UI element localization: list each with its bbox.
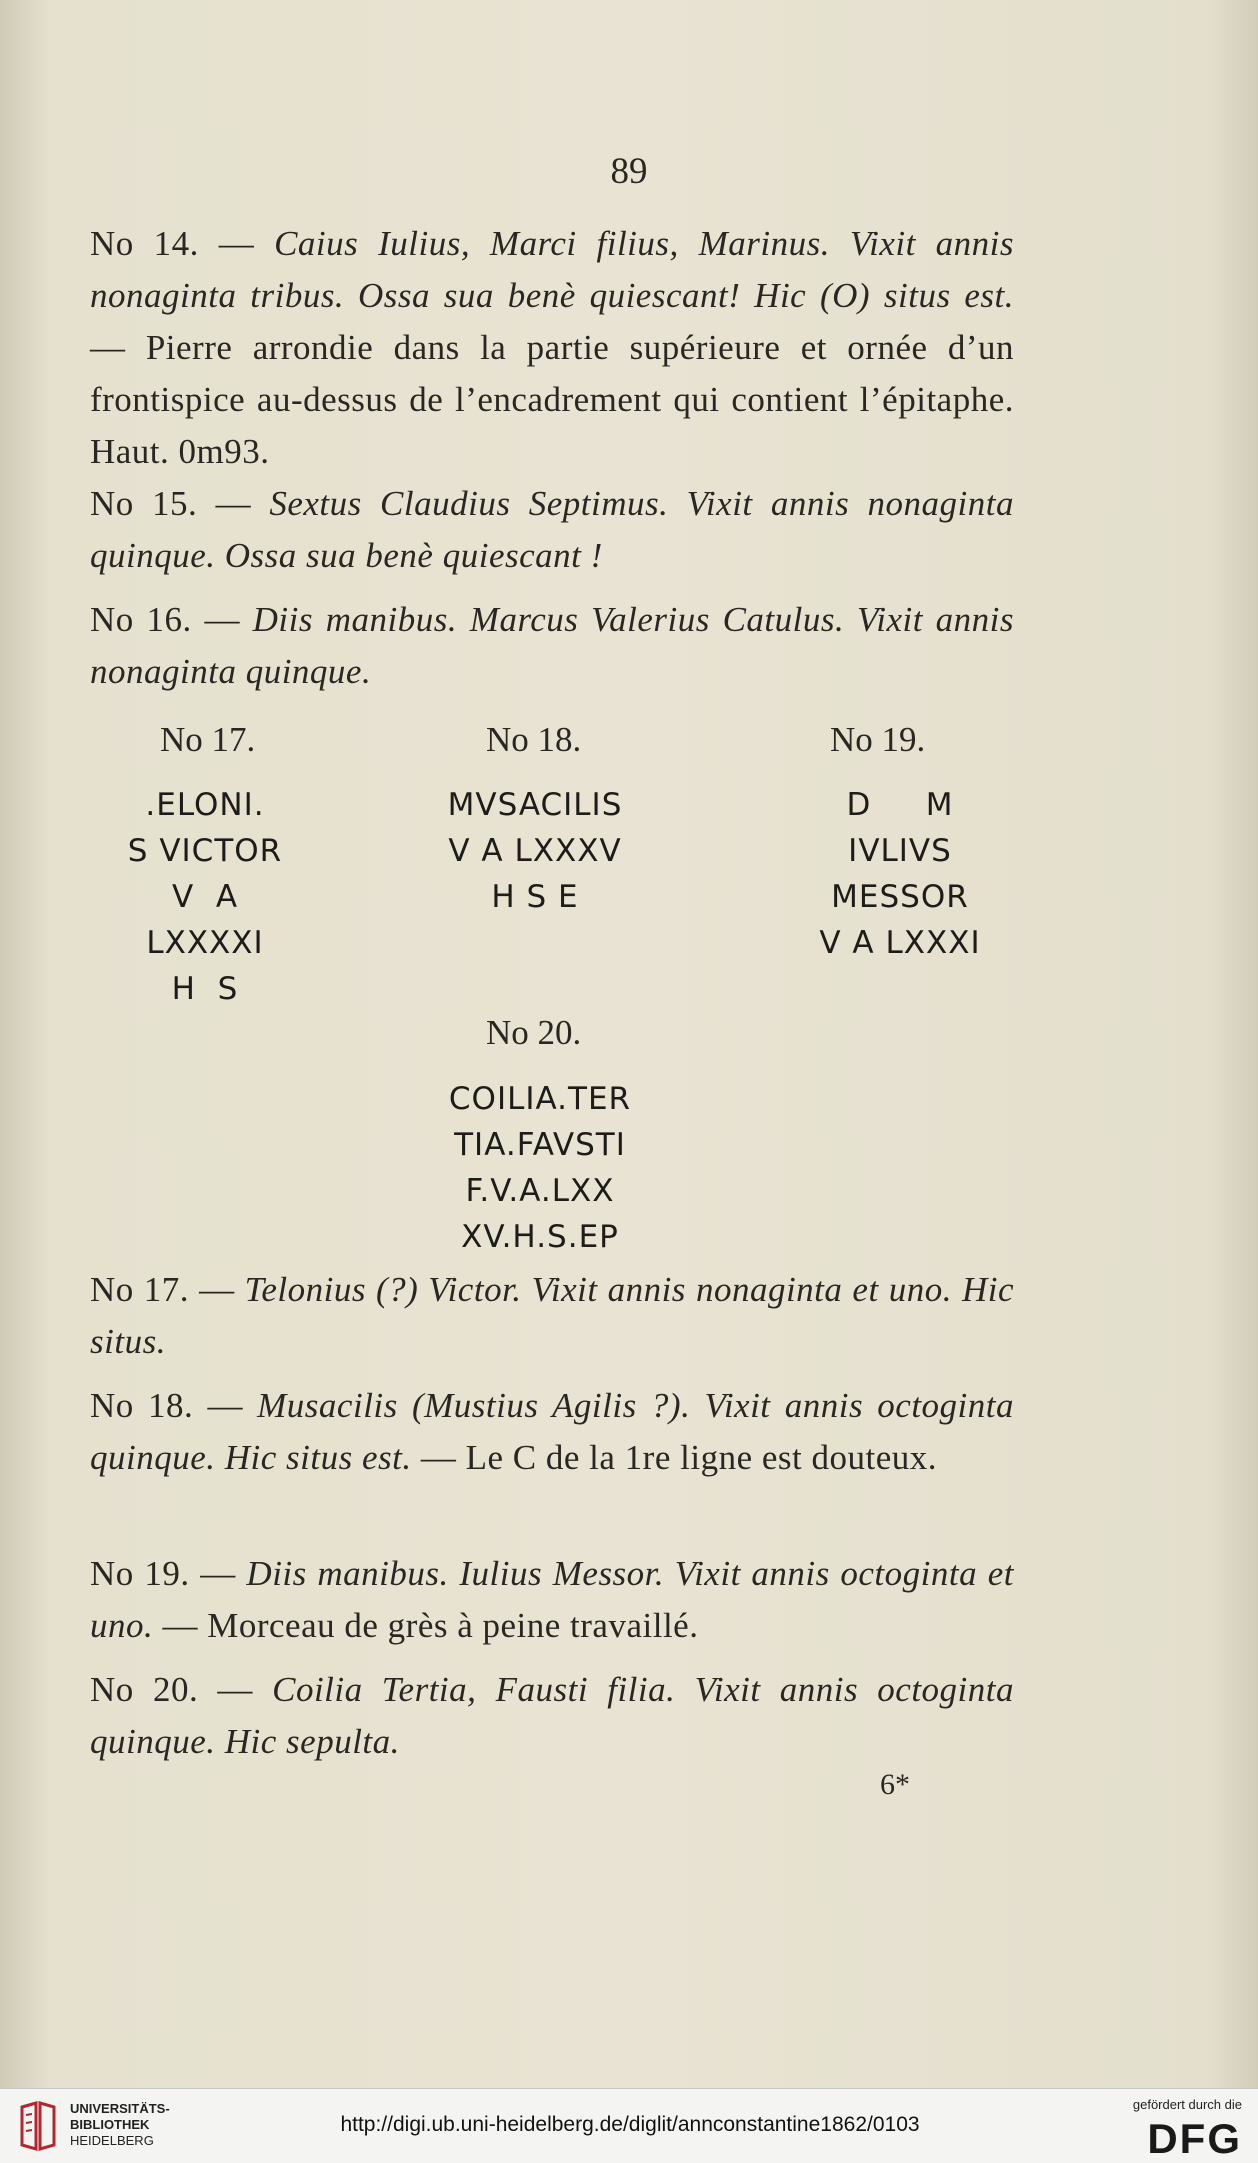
entry-number: No 15. — [90,484,270,523]
inscription-line: TIA.FAVSTI [454,1127,626,1163]
latin-translation: Musacilis (Mustius Agilis ?). Vixit annis octoginta quinque. Hic situs est. [90,1386,1014,1477]
entry-number: No 14. — [90,224,275,263]
inscription-line: LXXXXI [146,925,264,961]
entry-number: No 16. — [90,600,253,639]
inscription-line: .ELONI. [145,787,265,823]
inscription-line: F.V.A.LXX [465,1173,615,1209]
inscription-20-heading: No 20. [486,1013,582,1052]
note-20 [90,1664,1014,1768]
inscription-line: MESSOR [831,879,969,915]
inscription-line: XV.H.S.EP [461,1219,619,1255]
dfg-caption: gefördert durch die [1132,2097,1242,2112]
entry-16 [90,594,1014,698]
permalink-url[interactable]: http://digi.ub.uni-heidelberg.de/diglit/annconstantine1862/0103 [340,2113,920,2136]
inscription-line: V A LXXXV [448,833,622,869]
note-19 [90,1548,1014,1652]
description: — Morceau de grès à peine travaillé. [153,1606,699,1645]
inscription-line: COILIA.TER [448,1081,632,1117]
inscription-18-heading: No 18. [486,720,582,759]
latin-translation: Diis manibus. Marcus Valerius Catulus. Vixit annis nonaginta quinque. [90,600,1014,691]
description: — Pierre arrondie dans la partie supérieure et ornée d’un frontispice au-dessus de l’encadrement qui contient l’épitaphe. Haut. 0m93. [90,328,1014,471]
latin-translation: Caius Iulius, Marci filius, Marinus. Vixit annis nonaginta tribus. Ossa sua benè quiescant! Hic (O) situs est. [90,224,1014,315]
inscription-19-heading: No 19. [830,720,926,759]
library-name [70,2101,170,2149]
note-17 [90,1264,1014,1368]
latin-translation: Sextus Claudius Septimus. Vixit annis nonaginta quinque. Ossa sua benè quiescant ! [90,484,1014,575]
inscription-line: IVLIVS [848,833,952,869]
inscription-17-heading: No 17. [160,720,256,759]
inscription-line: H S E [491,879,579,915]
inscription-line: S VICTOR [127,833,283,869]
entry-15 [90,478,1014,582]
inscription-line: V A [171,879,239,915]
inscription-line: H S [171,971,239,1007]
footer-bar [0,2088,1258,2163]
page-number: 89 [610,151,648,192]
inscription-20-text [420,1076,660,1260]
description: — Le C de la 1re ligne est douteux. [411,1438,937,1477]
entry-number: No 19. — [90,1554,247,1593]
entry-14 [90,218,1014,478]
entry-number: No 20. — [90,1670,273,1709]
library-name-line: BIBLIOTHEK [70,2117,150,2132]
library-name-line: HEIDELBERG [70,2133,154,2148]
latin-translation: Telonius (?) Victor. Vixit annis nonaginta et uno. Hic situs. [90,1270,1015,1361]
inscription-line: MVSACILIS [447,787,623,823]
entry-number: No 17. — [90,1270,245,1309]
dfg-logo: DFG [1147,2115,1242,2162]
inscription-line: V A LXXXI [819,925,981,961]
latin-translation: Diis manibus. Iulius Messor. Vixit annis octoginta et uno. [90,1554,1014,1645]
inscription-line: D M [846,787,954,823]
library-name-line: UNIVERSITÄTS- [70,2101,170,2116]
note-18 [90,1380,1014,1484]
university-library-logo-icon [14,2099,60,2153]
signature-mark: 6* [880,1768,910,1801]
latin-translation: Coilia Tertia, Fausti filia. Vixit annis octoginta quinque. Hic sepulta. [90,1670,1014,1761]
inscription-19-text [780,782,1020,966]
entry-number: No 18. — [90,1386,258,1425]
inscription-18-text [420,782,650,920]
inscription-17-text [100,782,310,1012]
